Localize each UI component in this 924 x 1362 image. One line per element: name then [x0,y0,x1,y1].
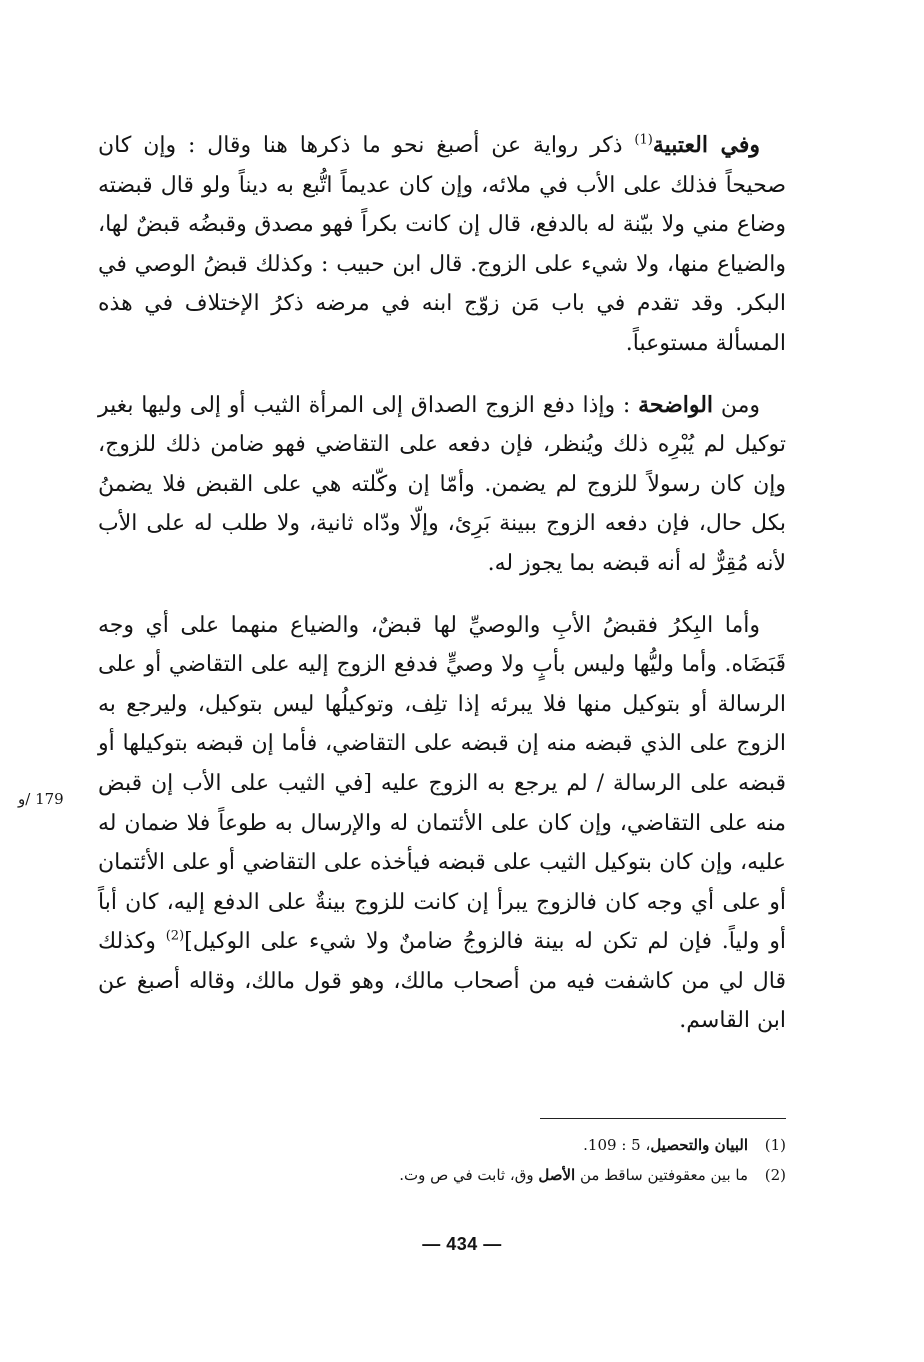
paragraph-2 [98,386,786,584]
footnotes [150,1130,786,1190]
footnote-text-after: وق، ثابت في ص وت. [399,1166,539,1184]
page-number: — 434 — [422,1234,502,1254]
footnote-source-title: البيان والتحصيل [650,1136,748,1154]
footnote-number: (1) [764,1136,786,1154]
footnote-marker-1: (1) [634,132,653,148]
paragraph-1-text: ذكر رواية عن أصبغ نحو ما ذكرها هنا وقال : وإن كان صحيحاً فذلك على الأب في ملائه، وإن كان عديماً اتُّبع به ديناً ولو قال قبضته وضاع مني ولا بيّنة له بالدفع، قال إن كانت بكراً فهو مصدق وقبضُه قبضٌ لها، والضياع منها، ولا شيء على الزوج. قال ابن حبيب : وكذلك قبضُ الوصي في البكر. وقد تقدم في باب مَن زوّج ابنه في مرضه ذكرُ الإختلاف في هذه المسألة مستوعباً. [98,133,786,356]
footnote-text [150,1130,748,1160]
paragraph-2-lead: ومن [713,392,760,418]
footnote-text-before: ما بين معقوفتين ساقط من [575,1166,748,1184]
footnote-marker-2: (2) [165,928,185,944]
paragraph-3-text: وأما البِكرُ فقبضُ الأبِ والوصيِّ لها قبضٌ، والضياع منهما على أي وجه قَبَضَاه. وأما وليُّها وليس بأبٍ ولا وصيٍّ فدفع الزوج إليه على التقاضي أو على الرسالة أو بتوكيل منها فلا يبرئه إذا تلِف، وتوكيلُها ليس بتوكيل، وليرجع به الزوج على الذي قبضه منه إن قبضه على التقاضي، فأما إن قبضه بتوكيلها أو قبضه على الرسالة / لم يرجع به الزوج عليه [في الثيب على الأب إن قبض منه على التقاضي، وإن كان على الأئتمان له والإرسال به طوعاً فلا ضمان له عليه، وإن كان بتوكيل الثيب على قبضه فيأخذه على التقاضي أو على الأئتمان أو على أي وجه كان فالزوج يبرأ إن كانت للزوج بينةٌ على الدفع إليه، كان أباً أو ولياً. فإن لم تكن له بينة فالزوجُ ضامنٌ ولا شيء على الوكيل] [98,612,786,955]
source-title-wadiha: الواضحة [638,391,714,418]
footnote-number: (2) [764,1166,786,1184]
footnote-2 [150,1160,786,1190]
footnote-1 [150,1130,786,1160]
footnote-text [150,1160,748,1190]
footnote-reference: ، 5 : 109. [583,1136,651,1154]
footnote-manuscript-name: الأصل [538,1166,576,1184]
paragraph-3 [98,606,786,1042]
paragraph-2-text: : وإذا دفع الزوج الصداق إلى المرأة الثيب أو إلى وليها بغير توكيل لم يُبْرِه ذلك ويُنظر، فإن دفعه على التقاضي فهو ضامن ذلك للزوج، وإن كان رسولاً للزوج لم يضمن. وأمّا إن وكّلته هي على القبض فلا يضمنُ بكل حال، فإن دفعه الزوج ببينة بَرِئ، وإلّا ودّاه ثانية، ولا طلب له على الأب لأنه مُقِرٌّ له أنه قبضه بما يجوز له. [98,392,786,576]
folio-margin-note: 179 /و [18,790,64,808]
main-text [98,126,786,1041]
paragraph-3-text-end: وكذلك قال لي من كاشفت فيه من أصحاب مالك، وهو قول مالك، وقاله أصبغ عن ابن القاسم. [98,929,786,1034]
source-title-utbiyya: وفي العتبية [652,132,760,158]
footnote-separator [540,1118,786,1119]
paragraph-1 [98,126,786,364]
